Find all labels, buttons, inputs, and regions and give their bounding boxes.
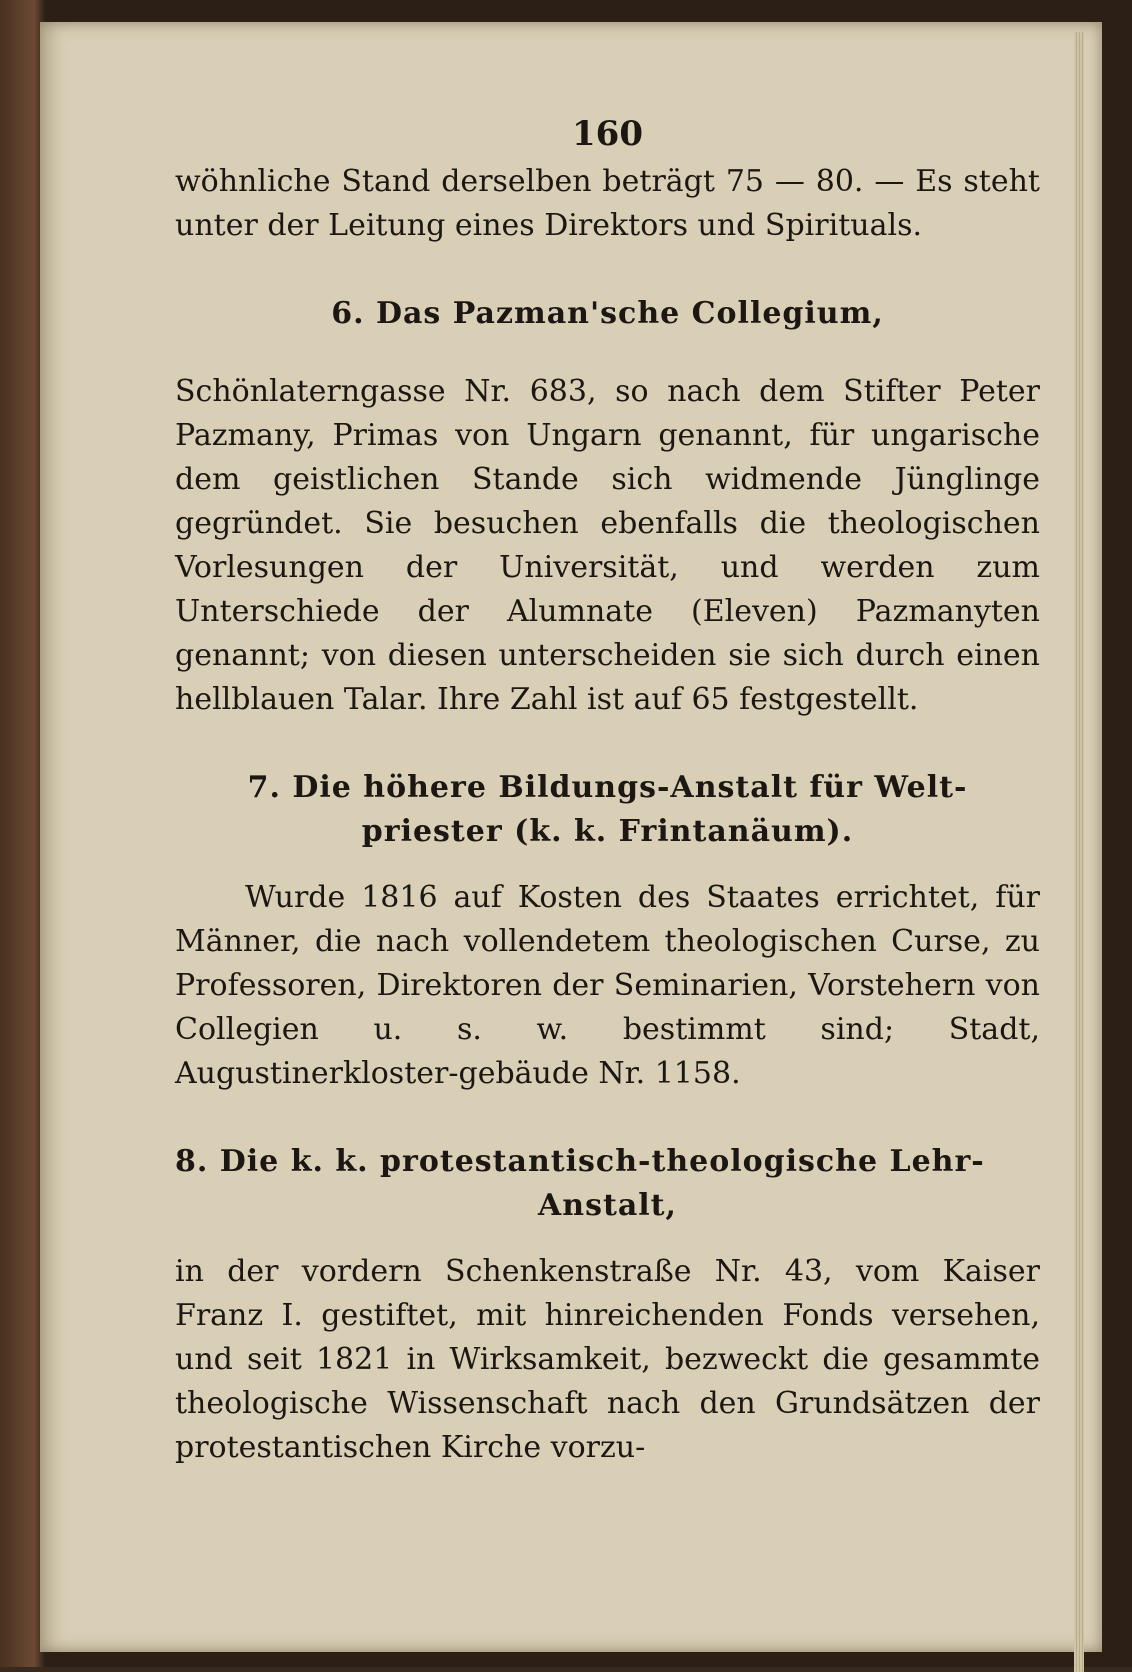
- paragraph-2: Schönlaterngasse Nr. 683, so nach dem Stifter Peter Pazmany, Primas von Ungarn genannt, für ungarische dem geistlichen Stande sich widmende Jünglinge gegründet. Sie besuchen ebenfalls die theologischen Vorlesungen der Universität, und werden zum Unterschiede der Alumnate (Eleven) Pazmanyten genannt; von diesen unterscheiden sie sich durch einen hellblauen Talar. Ihre Zahl ist auf 65 festgestellt.: [175, 374, 1040, 717]
- heading-7-line-1: 7. Die höhere Bildungs-Anstalt für Welt-: [247, 770, 968, 805]
- page-text: [175, 112, 1040, 1470]
- page-edge: [1074, 32, 1084, 1672]
- heading-8-line-2: Anstalt,: [538, 1188, 677, 1223]
- paragraph-1: wöhnliche Stand derselben beträgt 75 — 80. — Es steht unter der Leitung eines Direktors und Spirituals.: [175, 164, 1040, 243]
- heading-6: 6. Das Pazman'sche Collegium,: [331, 296, 884, 331]
- heading-8-line-1: 8. Die k. k. protestantisch-theologische Lehr-: [175, 1144, 985, 1179]
- page-number: 160: [572, 114, 643, 154]
- paragraph-4: in der vordern Schenkenstraße Nr. 43, vom Kaiser Franz I. gestiftet, mit hinreichenden Fonds versehen, und seit 1821 in Wirksamkeit, bezweckt die gesammte theologische Wissenschaft nach den Grundsätzen der protestantischen Kirche vorzu-: [175, 1254, 1040, 1465]
- paragraph-3: Wurde 1816 auf Kosten des Staates errichtet, für Männer, die nach vollendetem theologischen Curse, zu Professoren, Direktoren der Seminarien, Vorstehern von Collegien u. s. w. bestimmt sind; Stadt, Augustinerkloster-gebäude Nr. 1158.: [175, 880, 1040, 1091]
- heading-7-line-2: priester (k. k. Frintanäum).: [361, 814, 854, 849]
